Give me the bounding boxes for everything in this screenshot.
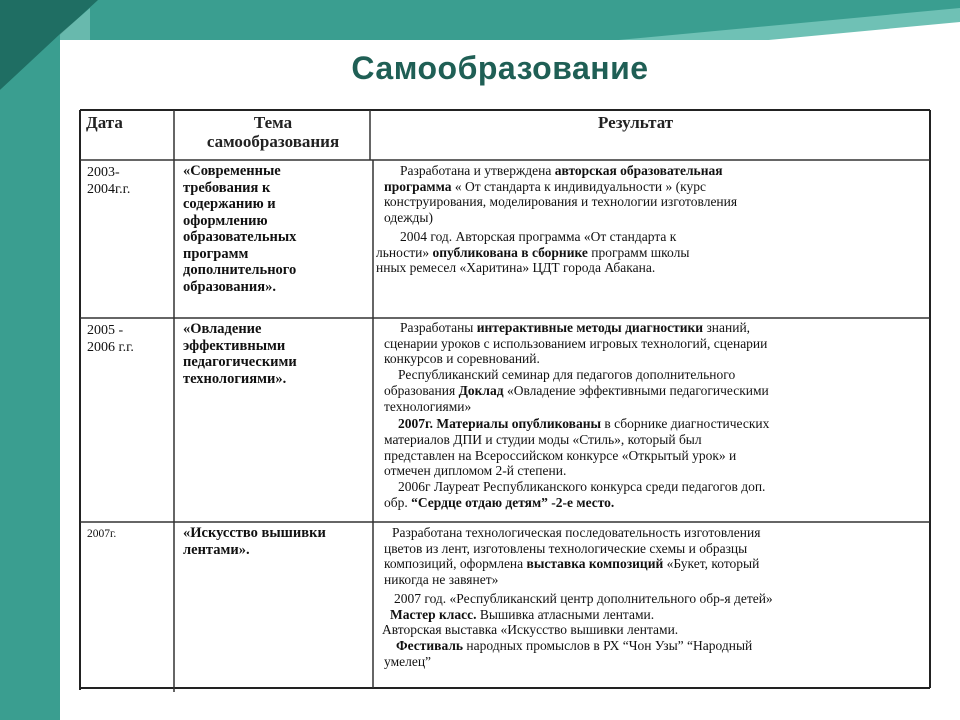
table-text: интерактивные методы диагностики	[476, 320, 704, 335]
table-text: 2007г.	[87, 528, 117, 540]
table-text: программа	[384, 178, 452, 194]
table-text	[380, 495, 769, 511]
table-text: «Овладение эффективными педагогическими	[503, 382, 769, 398]
table-text: материалов ДПИ и студии моды «Стиль», который был	[384, 431, 702, 447]
table-text: Мастер класс.	[390, 606, 477, 622]
table-text: отмечен дипломом 2-й степени.	[384, 463, 567, 479]
table-text: 2007 год. «Республиканский центр дополнительного обр-я детей»	[394, 590, 773, 606]
table-text: Фестиваль	[396, 637, 464, 653]
table-text: народных промыслов в РХ “Чон Узы” “Народный	[463, 637, 753, 653]
table-text: опубликована в сборнике	[432, 244, 588, 260]
table-text: технологиями»	[384, 398, 472, 414]
table-text: 2007г. Материалы опубликованы	[398, 416, 602, 432]
row2-date	[87, 322, 134, 356]
table-text	[382, 525, 773, 541]
table-text: конструирования, моделирования и технологии изготовления	[384, 194, 738, 210]
table-text: одежды)	[384, 210, 433, 226]
row3-topic	[183, 525, 326, 558]
teal-left-strip	[0, 34, 60, 720]
table-text: 2006 г.г.	[87, 340, 134, 355]
table-text	[380, 448, 769, 464]
table-text: нных ремесел «Харитина» ЦДТ города Абакана.	[376, 260, 656, 276]
table-text: образования	[384, 382, 459, 398]
table-text: авторская образовательная	[554, 163, 723, 178]
table-text	[380, 351, 769, 367]
table-text	[380, 336, 769, 352]
table-text: программ школы	[587, 244, 690, 260]
header-topic-line2: самообразования	[206, 132, 340, 151]
table-text	[380, 367, 769, 383]
table-text	[376, 245, 737, 261]
table-text: выставка композиций	[526, 556, 664, 572]
table-text	[376, 210, 737, 226]
table-text: сценарии уроков с использованием игровых технологий, сценарии	[384, 335, 768, 351]
table-text: Республиканский семинар для педагогов дополнительного	[398, 367, 736, 383]
table-text: Доклад	[458, 382, 504, 398]
table-text	[382, 654, 773, 670]
row2-topic	[183, 321, 297, 387]
table-text	[382, 572, 773, 588]
table-text: Разработана и утверждена	[400, 163, 555, 178]
table-text: Разработана технологическая последовательность изготовления	[392, 525, 761, 540]
table-text: в сборнике диагностических	[601, 416, 770, 432]
table-text: технологиями».	[183, 370, 287, 387]
table-text: представлен на Всероссийском конкурсе «Открытый урок» и	[384, 447, 737, 463]
table-text: “Сердце отдаю детям” -2-е место.	[411, 494, 615, 510]
table-text: лентами».	[183, 541, 250, 558]
page-title: Самообразование	[351, 50, 649, 86]
table-text: педагогическими	[183, 354, 297, 370]
table-text	[376, 194, 737, 210]
table-text	[380, 399, 769, 415]
table-text: дополнительного	[183, 262, 297, 278]
table-text	[382, 591, 773, 607]
table-text: 2004г.г.	[87, 182, 131, 197]
table-text: содержанию и	[183, 196, 276, 212]
header-result: Результат	[598, 113, 674, 132]
row1-topic	[183, 163, 296, 295]
table-text: «Современные	[183, 163, 281, 179]
table-text: 2006г Лауреат Республиканского конкурса среди педагогов доп.	[398, 479, 766, 495]
table-text: 2005 -	[87, 323, 124, 338]
table-text: композиций, оформлена	[384, 556, 527, 572]
table-text: конкурсов и соревнований.	[384, 351, 540, 367]
row3-result	[382, 525, 773, 669]
table-text	[380, 432, 769, 448]
row3-date	[87, 526, 116, 543]
table-text: цветов из лент, изготовлены технологические схемы и образцы	[384, 540, 748, 556]
table-text	[376, 179, 737, 195]
table-text: Авторская выставка «Искусство вышивки лентами.	[382, 622, 679, 638]
table-text: знаний,	[703, 320, 751, 335]
table-text: «Искусство вышивки	[183, 525, 326, 541]
table-text: 2003-	[87, 165, 120, 180]
row1-result	[376, 163, 737, 276]
table-text: «Овладение	[183, 321, 262, 337]
table-text: Вышивка атласными лентами.	[476, 606, 655, 622]
table-text: «Букет, который	[663, 556, 760, 572]
header-date: Дата	[86, 113, 123, 132]
table-text: умелец”	[384, 653, 432, 669]
table-text	[382, 556, 773, 572]
table-text: Разработаны	[400, 320, 477, 335]
table-text	[376, 260, 737, 276]
table-text	[376, 229, 737, 245]
table-text	[382, 638, 773, 654]
table-text: программ	[183, 245, 249, 262]
table-text	[380, 416, 769, 432]
table-text: образования».	[183, 278, 276, 295]
table-text	[380, 463, 769, 479]
header-topic-line1: Тема	[253, 113, 293, 132]
table-text	[382, 622, 773, 638]
table-text: обр.	[384, 494, 412, 510]
table-text	[382, 607, 773, 623]
table-text: 2004 год. Авторская программа «От стандарта к	[400, 228, 677, 244]
table-text	[380, 383, 769, 399]
header-topic	[178, 113, 368, 151]
table-text: оформлению	[183, 212, 268, 229]
table-text	[380, 479, 769, 495]
table-text: образовательных	[183, 229, 297, 245]
table-text	[376, 163, 737, 179]
table-text: « От стандарта к индивидуальности » (курс	[451, 178, 706, 194]
row1-date	[87, 164, 130, 198]
table-text: требования к	[183, 179, 271, 196]
row2-result	[380, 320, 769, 510]
table-text: никогда не завянет»	[384, 572, 499, 588]
table-text	[382, 541, 773, 557]
table-text: эффективными	[183, 337, 286, 354]
table-text: льности»	[376, 244, 433, 260]
table-text	[380, 320, 769, 336]
